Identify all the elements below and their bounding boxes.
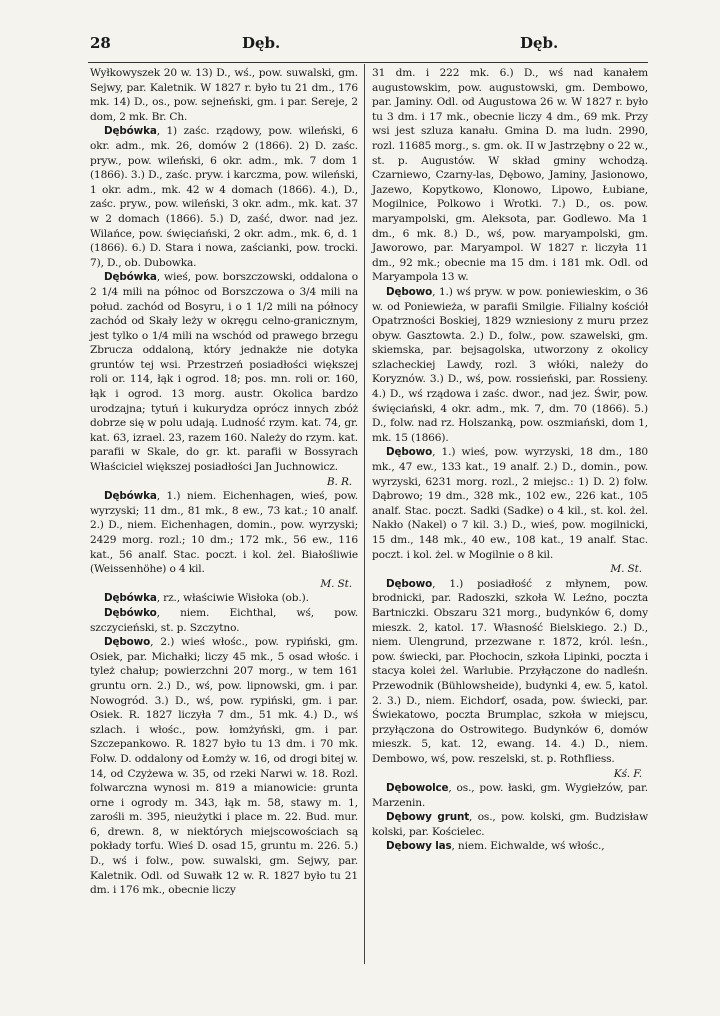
entry-headword: Dębówka <box>104 490 157 503</box>
right-column <box>372 66 648 854</box>
entry-text: , rz., właściwie Wisłoka (ob.). <box>156 592 309 605</box>
entry-text: , 1) zaśc. rządowy, pow. wileński, 6 okr. adm., mk. 26, domów 2 (1866). 2) D. zaśc. pryw., pow. wileński, 6 okr. adm., mk. 7 dom 1 (1866). 3.) D., zaśc. pryw. i karczma, pow. wileński, 1 okr. adm., mk. 42 w 4 domach (1866). 4.), D., zaśc. pryw., pow. wileński, 3 okr. adm., mk. kat. 37 w 2 domach (1866). 5.) D, zaść, dwor. nad jez. Wilańce, pow. święciański, 2 okr. adm., mk. 6, d. 1 (1866). 6.) D. Stara i nowa, zaścianki, pow. trocki. 7), D., ob. Dubowka. <box>90 125 358 269</box>
entry-author-signature: M. St. <box>320 577 352 590</box>
entry-text: , 2.) wieś włośc., pow. rypiński, gm. Osiek, par. Michałki; liczy 45 mk., 5 osad włośc. i tyleż chałup; powierzchni 207 morg., w tem 161 gruntu orn. 2.) D., wś, pow. lipnowski, gm. i par. Nowogród. 3.) D., wś, pow. rypiński, gm. i par. Osiek. R. 1827 liczyła 7 dm., 51 mk. 4.) D., wś szlach. i włośc., pow. łomżyński, gm. i par. Szczepankowo. R. 1827 było tu 13 dm. i 70 mk. Folw. D. oddalony od Łomży w. 16, od drogi bitej w. 14, od Czyżewa w. 35, od rzeki Narwi w. 18. Rozl. folwarczna wynosi m. 819 a mianowicie: grunta orne i ogrody m. 343, łąk m. 58, stawy m. 1, zarośli m. 395, nieużytki i place m. 22. Bud. mur. 6, drewn. 8, w niektórych miejscowościach są pokłady torfu. Wieś D. osad 15, gruntu m. 226. 5.) D., wś i folw., pow. suwalski, gm. Sejwy, par. Kaletnik. Odl. od Suwałk 12 w. R. 1827 było tu 21 dm. i 176 mk., obecnie liczy <box>90 636 358 897</box>
entry-text: , 1.) wieś, pow. wyrzyski, 18 dm., 180 mk., 47 ew., 133 kat., 19 analf. 2.) D., domin., pow. wyrzyski, 6231 morg. rozl., 2 miejsc.: 1) D. 2) folw. Dąbrowo; 19 dm., 328 mk., 102 ew., 226 kat., 105 analf. Stac. poczt. Sadki (Sadke) o 4 kil., st. kol. żel. Nakło (Nakel) o 7 kil. 3.) D., wieś, pow. mogilnicki, 15 dm., 148 mk., 40 ew., 108 kat., 19 analf. Stac. poczt. i kol. żel. w Mogilnie o 8 kil. <box>372 446 648 561</box>
entry-headword: Dębowy grunt <box>386 811 470 824</box>
entry-headword: Dębówka <box>104 271 157 284</box>
dictionary-entry <box>90 606 358 635</box>
entry-headword: Dębowo <box>386 446 433 459</box>
dictionary-entry <box>372 839 648 854</box>
entry-author-signature: M. St. <box>610 563 642 576</box>
page-header <box>90 34 650 54</box>
entry-text: , 1.) wś pryw. w pow. poniewieskim, o 36 w. od Poniewieża, w parafii Smilgie. Filialny kościół Opatrzności Boskiej, 1829 wzniesiony z muru przez obyw. Gasztowta. 2.) D., folw., pow. szawelski, gm. skiemska, par. bejsagolska, utworzony z okolicy szlacheckiej Lawdy, rozl. 3 włóki, należy do Koryznów. 3.) D., wś, pow. rossieński, par. Rossieny. 4.) D., wś rządowa i zaśc. dwor., nad jez. Świr, pow. święciański, 4 okr. adm., mk. 7, dm. 70 (1866). 5.) D., folw. nad rz. Holszanką, pow. oszmiański, dom 1, mk. 15 (1866). <box>372 285 648 444</box>
entry-text: , 1.) niem. Eichenhagen, wieś, pow. wyrzyski; 11 dm., 81 mk., 8 ew., 73 kat.; 10 analf. 2.) D., niem. Eichenhagen, domin., pow. wyrzyski; 2429 morg. rozl.; 10 dm.; 172 mk., 56 ew., 116 kat., 56 analf. Stac. poczt. i kol. żel. Białośliwie (Weissenhöhe) o 4 kil. <box>90 490 358 576</box>
running-head-left: Dęb. <box>242 34 281 52</box>
entry-headword: Dębowolce <box>386 782 449 795</box>
dictionary-entry <box>372 781 648 810</box>
dictionary-entry <box>372 445 648 576</box>
entry-headword: Dębowo <box>104 636 151 649</box>
entry-text: , 1.) posiadłość z młynem, pow. brodnicki, par. Radoszki, szkoła W. Leźno, poczta Bartniczki. Obszaru 321 morg., budynków 6, domy mieszk. 2, katol. 17. Własność Bielskiego. 2.) D., niem. Ulengrund, przezwane r. 1872, król. leśn., pow. świecki, par. Płochocin, szkoła Lipinki, poczta i stacya kolei żel. Warlubie. Przyłączone do nadleśn. Przewodnik (Bühlowsheide), budynki 4, ew. 5, katol. 2. 3.) D., niem. Eichdorf, osada, pow. świecki, par. Świekatowo, poczta Brumplac, szkoła w miejscu, przyłączona do Ostrowitego. Budynków 6, domów mieszk. 5, kat. 12, ewang. 14. 4.) D., niem. Dembowo, wś, pow. reszelski, st. p. Rothfliess. <box>372 577 648 765</box>
column-divider <box>364 64 365 964</box>
entry-text: Wyłkowyszek 20 w. 13) D., wś., pow. suwalski, gm. Sejwy, par. Kaletnik. W 1827 r. było tu 21 dm., 176 mk. 14) D., os., pow. sejneński, gm. i par. Sereje, 2 dom, 2 mk. Br. Ch. <box>90 67 358 123</box>
entry-author-signature: B. R. <box>326 475 352 488</box>
entry-text: 31 dm. i 222 mk. 6.) D., wś nad kanałem augustowskim, pow. augustowski, gm. Dembowo, par. Jaminy. Odl. od Augustowa 26 w. W 1827 r. było tu 3 dm. i 17 mk., obecnie liczy 4 dm., 69 mk. Przy wsi jest szluza kanału. Gmina D. ma ludn. 2990, rozl. 11685 morg., s. gm. ok. II w Jastrzębny o 22 w., st. p. Augustów. W skład gminy wchodzą. Czarniewo, Czarny-las, Dębowo, Jaminy, Jasionowo, Jazewo, Kopytkowo, Klonowo, Lipowo, Łubiane, Mogilnice, Polkowo i Wrotki. 7.) D., os. pow. maryampolski, gm. Aleksota, par. Godlewo. Ma 1 dm., 6 mk. 8.) D., wś, pow. maryampolski, gm. Jaworowo, par. Maryampol. W 1827 r. liczyła 11 dm., 92 mk.; obecnie ma 15 dm. i 181 mk. Odl. od Maryampola 13 w. <box>372 67 648 284</box>
entry-headword: Dębówko <box>104 606 157 619</box>
dictionary-entry <box>90 124 358 270</box>
dictionary-entry <box>372 285 648 446</box>
entry-text: , os., pow. łaski, gm. Wygiełzów, par. Marzenin. <box>372 782 648 809</box>
dictionary-entry <box>90 489 358 591</box>
running-head-right: Dęb. <box>520 34 559 52</box>
entry-headword: Dębowo <box>386 577 433 590</box>
dictionary-entry <box>90 635 358 898</box>
entry-text: , wieś, pow. borszczowski, oddalona o 2 1/4 mili na północ od Borszczowa o 3/4 mili na połud. zachód od Bosyru, i o 1 1/2 mili na północy zachód od Skały leży w okręgu celno-granicznym, jest tylko o 1/4 mili na wschód od prawego brzegu Zbrucza oddaloną, który jednakże nie dotyka gruntów tej wsi. Przestrzeń posiadłości większej roli or. 114, łąk i ogrod. 18; pos. mn. roli or. 160, łąk i ogrod. 13 morg. austr. Okolica bardzo urodzajna; tytuń i kukurydza oprócz innych zbóż dobrze się w polu udają. Ludność rzym. kat. 74, gr. kat. 63, izrael. 23, razem 160. Należy do rzym. kat. parafii w Skale, do gr. kt. parafii w Bossyrach Właściciel większej posiadłości Jan Juchnowicz. <box>90 271 358 474</box>
entry-text: , niem. Eichthal, wś, pow. szczycieński, st. p. Szczytno. <box>90 606 358 634</box>
dictionary-entry <box>372 577 648 781</box>
entry-headword: Dębówka <box>104 125 157 138</box>
entry-headword: Dębowo <box>386 285 433 298</box>
entry-headword: Dębowy las <box>386 840 452 853</box>
entry-text: , os., pow. kolski, gm. Budzisław kolski, par. Kościelec. <box>372 811 648 838</box>
page-number: 28 <box>90 34 111 52</box>
dictionary-entry <box>372 66 648 285</box>
left-column <box>90 66 358 898</box>
entry-headword: Dębówka <box>104 592 157 605</box>
dictionary-entry <box>372 810 648 839</box>
dictionary-entry <box>90 66 358 124</box>
entry-text: , niem. Eichwalde, wś włośc., <box>451 840 605 853</box>
header-rule <box>88 62 648 63</box>
dictionary-entry <box>90 270 358 489</box>
entry-author-signature: Kś. F. <box>613 767 642 780</box>
dictionary-entry <box>90 591 358 606</box>
